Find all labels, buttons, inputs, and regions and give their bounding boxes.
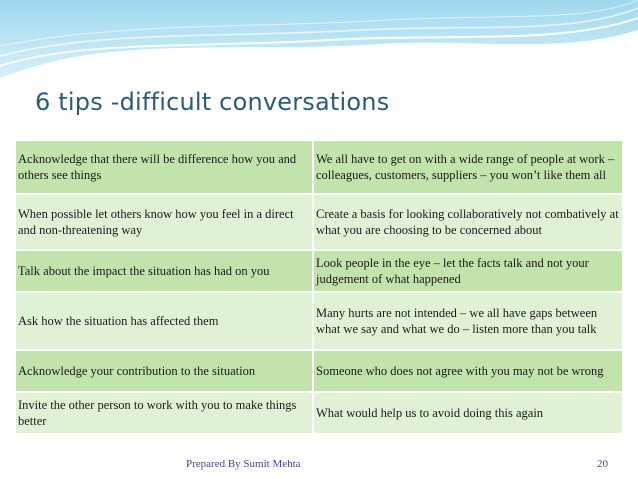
tip-right-cell: Look people in the eye – let the facts talk and not your judgement of what happened (313, 250, 623, 292)
footer-author: Prepared By Sumit Mehta (186, 458, 301, 470)
slide-title: 6 tips -difficult conversations (35, 88, 390, 116)
tip-left-cell: Acknowledge that there will be difference how you and others see things (15, 140, 313, 194)
table-row (15, 250, 623, 292)
tip-left-cell: Ask how the situation has affected them (15, 292, 313, 350)
tip-right-cell: Many hurts are not intended – we all have gaps between what we say and what we do – listen more than you talk (313, 292, 623, 350)
table-row (15, 292, 623, 350)
page-number: 20 (597, 458, 608, 470)
tip-left-cell: When possible let others know how you feel in a direct and non-threatening way (15, 194, 313, 250)
header-wave-decoration (0, 0, 638, 80)
tip-left-cell: Invite the other person to work with you to make things better (15, 392, 313, 434)
tip-left-cell: Talk about the impact the situation has had on you (15, 250, 313, 292)
table-row (15, 392, 623, 434)
tip-right-cell: Someone who does not agree with you may not be wrong (313, 350, 623, 392)
tip-left-cell: Acknowledge your contribution to the situation (15, 350, 313, 392)
tips-table (14, 139, 624, 435)
table-row (15, 140, 623, 194)
tip-right-cell: Create a basis for looking collaboratively not combatively at what you are choosing to be concerned about (313, 194, 623, 250)
tip-right-cell: We all have to get on with a wide range of people at work – colleagues, customers, suppliers – you won’t like them all (313, 140, 623, 194)
table-row (15, 350, 623, 392)
tip-right-cell: What would help us to avoid doing this again (313, 392, 623, 434)
table-row (15, 194, 623, 250)
